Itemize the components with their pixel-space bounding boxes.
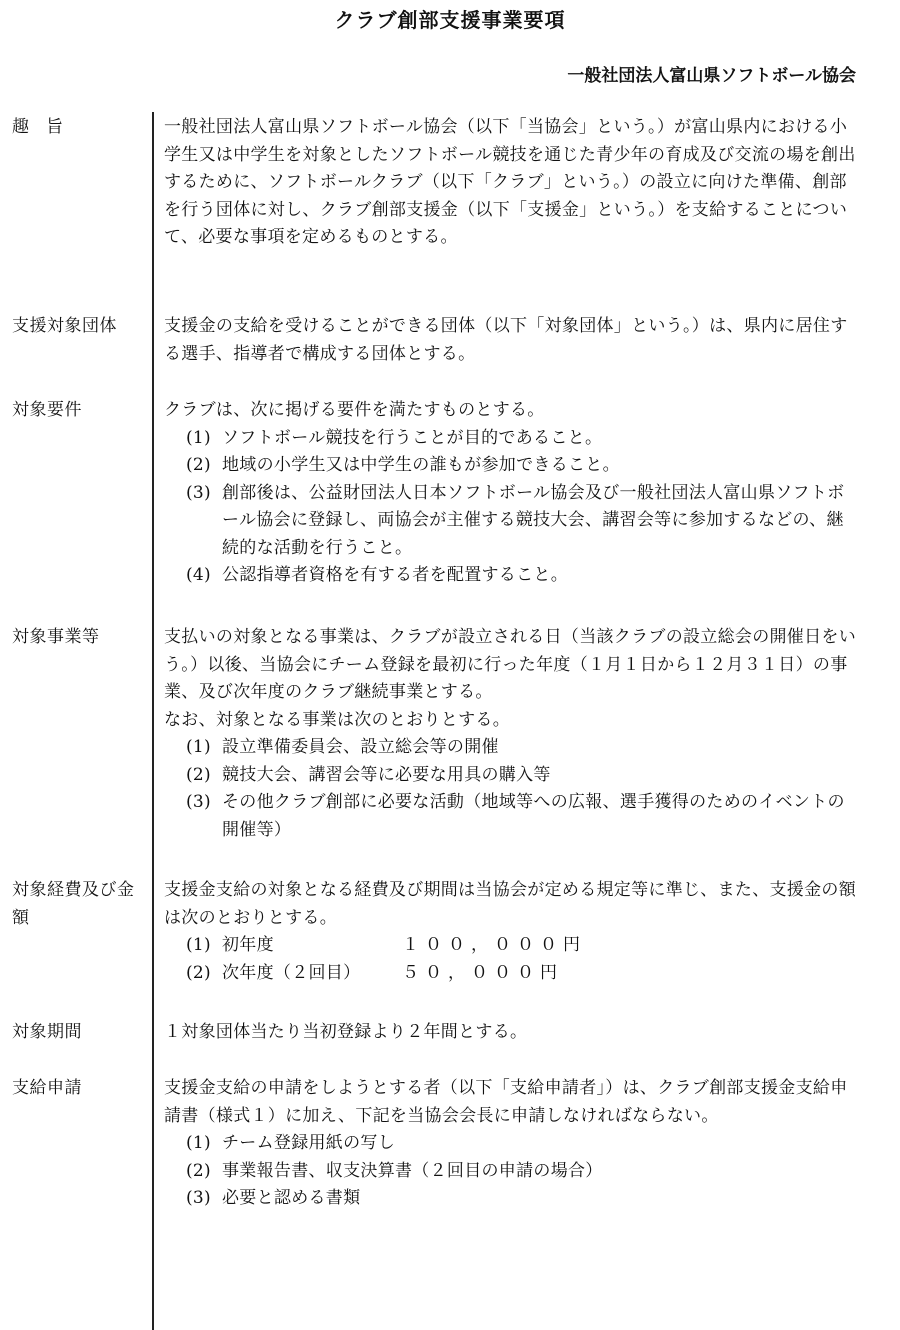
amount-value: １００，０００円 (402, 935, 586, 955)
section-label: 対象経費及び金額 (12, 880, 135, 928)
item-text: チーム登録用紙の写し (222, 1133, 395, 1153)
section-label: 対象期間 (12, 1022, 82, 1042)
section-label: 支援対象団体 (12, 316, 117, 336)
item-number: (4) (186, 565, 211, 585)
paragraph: 支払いの対象となる事業は、クラブが設立される日（当該クラブの設立総会の開催日をいう。）以後、当協会にチーム登録を最初に行った年度（１月１日から１２月３１日）の事業、及び次年度のクラブ継続事業とする。 (164, 627, 856, 702)
item-number: (3) (186, 1188, 211, 1208)
paragraph: 支援金支給の申請をしようとする者（以下「支給申請者」）は、クラブ創部支援金支給申請書（様式１）に加え、下記を当協会会長に申請しなければならない。 (164, 1078, 848, 1126)
list-item (186, 734, 859, 762)
list-item (186, 425, 859, 453)
section-label: 趣 旨 (12, 117, 63, 137)
section-body (164, 114, 859, 252)
item-number: (1) (186, 427, 211, 448)
item-text: 必要と認める書類 (222, 1188, 361, 1208)
amount-row (186, 932, 859, 960)
item-number: (3) (186, 482, 211, 503)
amount-row (186, 960, 859, 988)
item-text: 事業報告書、収支決算書（２回目の申請の場合） (222, 1160, 603, 1181)
item-number: (1) (186, 737, 211, 757)
item-text: その他クラブ創部に必要な活動（地域等への広報、選手獲得のためのイベントの開催等） (222, 792, 845, 840)
list-item (186, 762, 859, 790)
amount-value: ５０，０００円 (402, 962, 563, 983)
item-number: (3) (186, 792, 211, 812)
paragraph: 一般社団法人富山県ソフトボール協会（以下「当協会」という。）が富山県内における小学生又は中学生を対象としたソフトボール競技を通じた青少年の育成及び交流の場を創出するために、ソフトボールクラブ（以下「クラブ」という。）の設立に向けた準備、創部を行う団体に対し、クラブ創部支援金（以下「支援金」という。）を支給することについて、必要な事項を定めるものとする。 (164, 117, 856, 247)
item-text: 競技大会、講習会等に必要な用具の購入等 (222, 764, 551, 785)
item-text: ソフトボール競技を行うことが目的であること。 (222, 427, 603, 448)
amount-label: 次年度（２回目） (222, 962, 361, 983)
paragraph: 支援金支給の対象となる経費及び期間は当協会が定める規定等に準じ、また、支援金の額は次のとおりとする。 (164, 880, 856, 928)
section-body (164, 877, 859, 987)
list-item (186, 452, 859, 480)
paragraph: 支援金の支給を受けることができる団体（以下「対象団体」という。）は、県内に居住する選手、指導者で構成する団体とする。 (164, 316, 848, 364)
organization-name: 一般社団法人富山県ソフトボール協会 (567, 66, 856, 86)
list-item (186, 1158, 859, 1186)
section-label: 対象要件 (12, 400, 82, 420)
document-title: クラブ創部支援事業要項 (334, 8, 566, 32)
section-body (164, 1075, 859, 1213)
list-item (186, 480, 859, 563)
list-item (186, 562, 859, 590)
item-text: 創部後は、公益財団法人日本ソフトボール協会及び一般社団法人富山県ソフトボール協会に登録し、両協会が主催する競技大会、講習会等に参加するなどの、継続的な活動を行うこと。 (222, 482, 845, 558)
list-item (186, 1185, 859, 1213)
item-number: (1) (186, 1133, 211, 1153)
paragraph: なお、対象となる事業は次のとおりとする。 (164, 709, 510, 730)
amount-label: 初年度 (222, 935, 274, 955)
section-body (164, 1019, 859, 1047)
item-number: (2) (186, 962, 211, 983)
column-divider (152, 112, 154, 1330)
section-label: 対象事業等 (12, 627, 100, 647)
list-item (186, 1130, 859, 1158)
item-text: 公認指導者資格を有する者を配置すること。 (222, 565, 568, 585)
section-label: 支給申請 (12, 1078, 82, 1098)
item-number: (2) (186, 764, 211, 785)
section-body (164, 624, 859, 844)
section-body (164, 313, 859, 368)
paragraph: クラブは、次に掲げる要件を満たすものとする。 (164, 400, 545, 420)
section-body (164, 397, 859, 590)
item-text: 地域の小学生又は中学生の誰もが参加できること。 (222, 455, 620, 475)
item-number: (1) (186, 935, 211, 955)
item-text: 設立準備委員会、設立総会等の開催 (222, 737, 499, 757)
paragraph: １対象団体当たり当初登録より２年間とする。 (164, 1022, 528, 1042)
item-number: (2) (186, 455, 211, 475)
item-number: (2) (186, 1160, 211, 1181)
list-item (186, 789, 859, 844)
